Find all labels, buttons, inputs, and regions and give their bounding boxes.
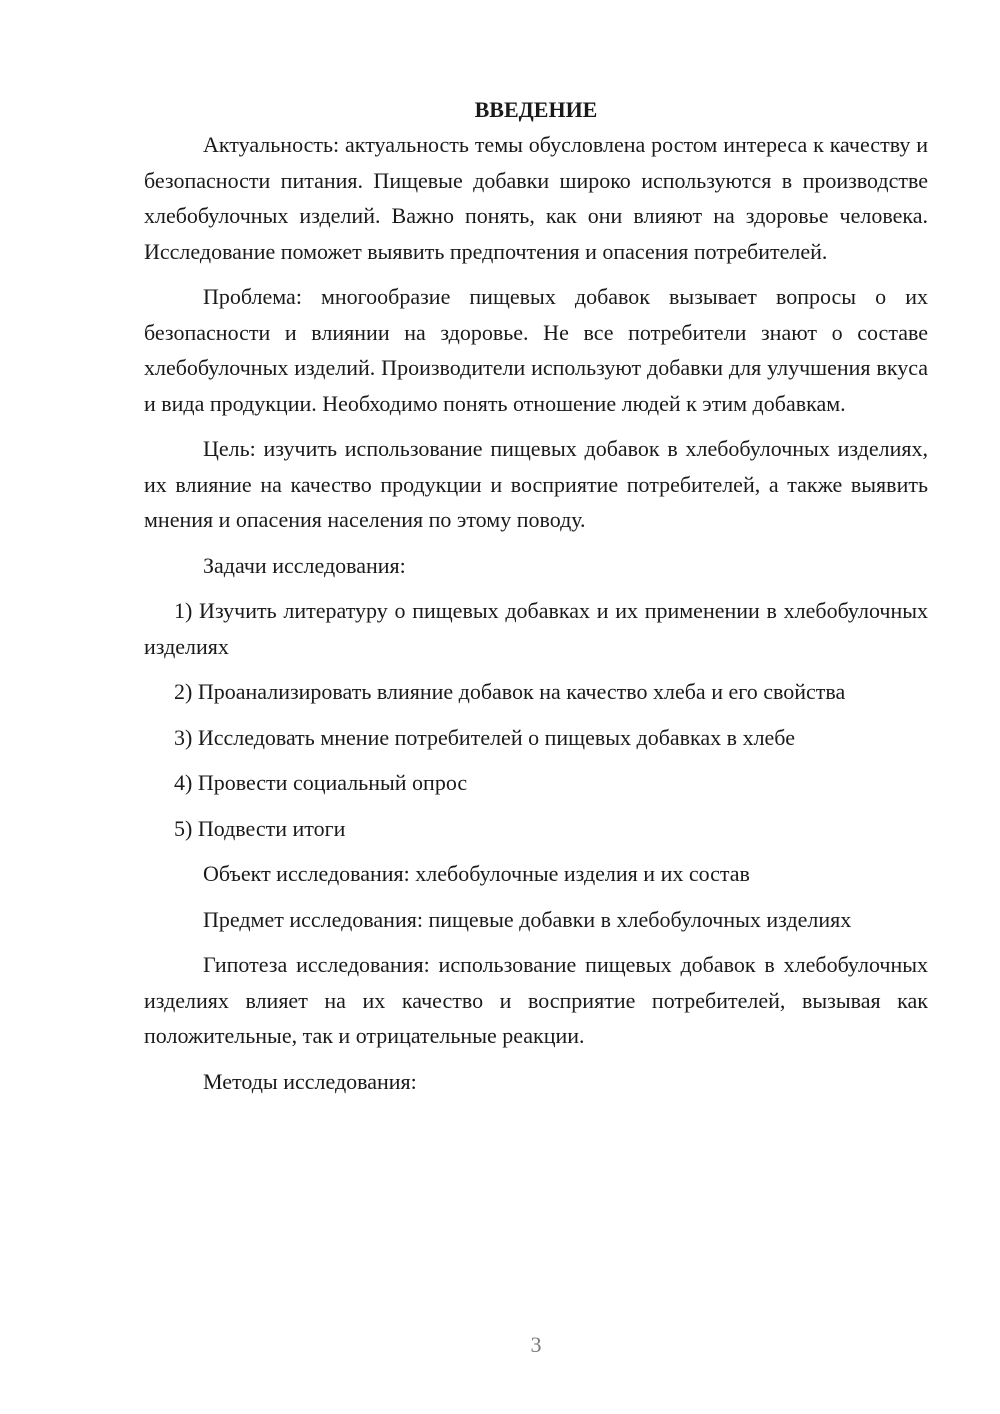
hypothesis-paragraph: Гипотеза исследования: использование пищевых добавок в хлебобулочных изделиях влияет на их качество и восприятие потребителей, вызывая как положительные, так и отрицательные реакции. (144, 952, 928, 1048)
task-item-5: 5) Подвести итоги (174, 815, 346, 841)
relevance-paragraph: Актуальность: актуальность темы обусловлена ростом интереса к качеству и безопасности питания. Пищевые добавки широко используются в производстве хлебобулочных изделий. Важно понять, как они влияют на здоровье человека. Исследование поможет выявить предпочтения и опасения потребителей. (144, 132, 928, 264)
task-item-3: 3) Исследовать мнение потребителей о пищевых добавках в хлебе (174, 724, 795, 750)
page-number: 3 (530, 1332, 542, 1357)
document-page (144, 92, 928, 1109)
problem-paragraph: Проблема: многообразие пищевых добавок вызывает вопросы о их безопасности и влиянии на здоровье. Не все потребители знают о составе хлебобулочных изделий. Производители используют добавки для улучшения вкуса и вида продукции. Необходимо понять отношение людей к этим добавкам. (144, 284, 928, 416)
subject-paragraph: Предмет исследования: пищевые добавки в хлебобулочных изделиях (203, 906, 852, 932)
goal-paragraph: Цель: изучить использование пищевых добавок в хлебобулочных изделиях, их влияние на качество продукции и восприятие потребителей, а также выявить мнения и опасения населения по этому поводу. (144, 436, 928, 532)
tasks-heading: Задачи исследования: (203, 552, 406, 578)
task-item-4: 4) Провести социальный опрос (174, 770, 468, 795)
methods-heading: Методы исследования: (203, 1068, 417, 1094)
object-paragraph: Объект исследования: хлебобулочные изделия и их состав (203, 861, 750, 886)
page-title: ВВЕДЕНИЕ (474, 97, 598, 122)
task-item-2: 2) Проанализировать влияние добавок на качество хлеба и его свойства (174, 679, 846, 704)
task-item-1: 1) Изучить литературу о пищевых добавках и их применении в хлебобулочных изделиях (144, 598, 928, 659)
